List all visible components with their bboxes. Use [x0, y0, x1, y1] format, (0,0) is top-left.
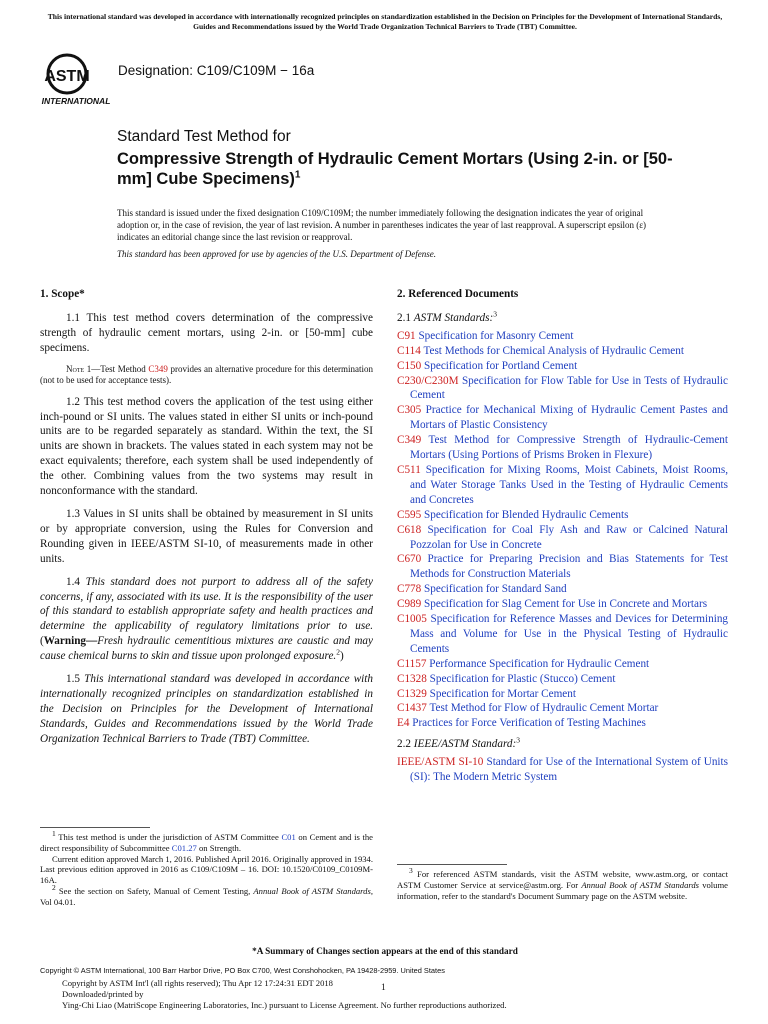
reference-title-link[interactable]: Test Method for Flow of Hydraulic Cement Mortar [429, 702, 659, 715]
logo-mark-text: ASTM [44, 68, 90, 85]
reference-title-link[interactable]: Performance Specification for Hydraulic Cement [429, 657, 650, 670]
reference-item [397, 329, 728, 344]
fn2-marker: 2 [52, 883, 56, 893]
refs-heading: 2. Referenced Documents [397, 288, 519, 300]
title-text: Compressive Strength of Hydraulic Cement Mortars (Using 2-in. or [50-mm] Cube Specimens) [117, 150, 673, 188]
licensee-block [62, 978, 507, 1012]
document-title [117, 149, 677, 189]
fn3-italic: Annual Book of ASTM Standards [581, 879, 700, 890]
reference-title-link[interactable]: Specification for Mortar Cement [429, 687, 576, 700]
reference-title-link[interactable]: Test Methods for Chemical Analysis of Hydraulic Cement [423, 344, 684, 357]
reference-item [397, 597, 728, 612]
fn2-text-a: See the section on Safety, Manual of Cement Testing, [55, 885, 254, 896]
reference-code-link[interactable]: C1157 [397, 657, 427, 670]
reference-item [397, 523, 728, 553]
para-1-4-num: 1.4 [66, 575, 86, 588]
note-link-c349[interactable]: C349 [148, 363, 168, 374]
astm-standards-label [397, 311, 728, 326]
reference-code-link[interactable]: C1328 [397, 672, 427, 685]
reference-title-link[interactable]: Specification for Plastic (Stucco) Cement [429, 672, 616, 685]
fn2-italic: Annual Book of ASTM Standards [253, 885, 371, 896]
footnote-divider-right [397, 864, 507, 865]
footnotes-left [40, 827, 373, 908]
subcommittee-c01-27-link[interactable]: C01.27 [171, 842, 197, 853]
reference-code-link[interactable]: C1437 [397, 702, 427, 715]
note-1 [40, 364, 373, 387]
referenced-documents-section [397, 287, 728, 785]
footnote-2 [40, 883, 373, 908]
reference-code-link[interactable]: C618 [397, 523, 422, 536]
reference-item [397, 463, 728, 508]
licensee-line-1: Copyright by ASTM Int'l (all rights reserved); Thu Apr 12 17:24:31 EDT 2018 [62, 978, 333, 988]
ieee-reference-list [397, 755, 728, 785]
reference-item [397, 672, 728, 687]
reference-code-link[interactable]: C349 [397, 434, 422, 447]
reference-item [397, 612, 728, 657]
astm-logo-mark [40, 52, 112, 108]
warning-label: Warning— [43, 635, 98, 648]
logo-wordmark: INTERNATIONAL [41, 96, 111, 106]
reference-title-link[interactable]: Specification for Portland Cement [424, 359, 578, 372]
para-1-5 [40, 672, 373, 747]
para-1-5-italic: This international standard was developed in accordance with internationally recognized principles on standardization established in the Decision on Principles for the Development of International Standards, Guides and Recommendations issued by the World Trade Organization Technical Barriers to Trade (TBT) Committee. [40, 673, 373, 745]
reference-title-link[interactable]: Specification for Flow Table for Use in Tests of Hydraulic Cement [410, 374, 728, 402]
footnotes-right [397, 864, 728, 901]
note-text-post: provides an alternative procedure for this determination (not to be used for acceptance tests). [40, 363, 373, 386]
reference-title-link[interactable]: Specification for Coal Fly Ash and Raw or Calcined Natural Pozzolan for Use in Concrete [410, 523, 729, 551]
reference-title-link[interactable]: Specification for Reference Masses and Devices for Determining Mass and Volume for Use in the Physical Testing of Hydraulic Cements [410, 613, 729, 655]
reference-title-link[interactable]: Specification for Masonry Cement [418, 329, 574, 342]
fn1-marker: 1 [52, 829, 56, 839]
title-footnote-ref[interactable]: 1 [294, 169, 301, 181]
footnote-ref-2[interactable]: 2 [336, 647, 340, 657]
reference-item [397, 755, 728, 785]
fn3-marker: 3 [409, 866, 413, 876]
reference-code-link[interactable]: C91 [397, 329, 416, 342]
fn3-text-b: volume information, refer to the standard's Document Summary page on the ASTM website. [397, 879, 728, 901]
reference-code-link[interactable]: C670 [397, 553, 422, 566]
reference-code-link[interactable]: C1005 [397, 613, 427, 626]
designation: Designation: C109/C109M − 16a [118, 63, 315, 78]
reference-item [397, 687, 728, 702]
reference-code-link[interactable]: C511 [397, 463, 421, 476]
reference-item [397, 716, 728, 731]
reference-item [397, 344, 728, 359]
footnote-1 [40, 829, 373, 854]
reference-code-link[interactable]: C989 [397, 598, 422, 611]
reference-item [397, 374, 728, 404]
para-1-4: 1.4 This standard does not purport to address all of the safety concerns, if any, associated with its use. It is the responsibility of the user of this standard to establish appropriate safety and health practices and determine the applicability of regulatory limitations prior to use. (Warning—Fresh hydraulic cementitious mixtures are caustic and may cause chemical burns to skin and tissue upon prolonged exposure.$^2$) [40, 575, 373, 663]
footnote-3 [397, 866, 728, 901]
reference-item [397, 403, 728, 433]
fn1-text-a: This test method is under the jurisdiction of ASTM Committee [55, 832, 282, 842]
reference-title-link[interactable]: Specification for Mixing Rooms, Moist Cabinets, Moist Rooms, and Water Storage Tanks Used in the Testing of Hydraulic Cements and Concretes [410, 463, 728, 506]
fn1-text-c: on Strength. [196, 842, 241, 853]
fn1-text-b: on Cement and is the direct responsibility of Subcommittee [40, 832, 373, 853]
astm-label-text: ASTM Standards: [413, 311, 494, 324]
footnote-ref-3b[interactable]: 3 [516, 735, 520, 745]
astm-label-num: 2.1 [397, 311, 414, 324]
para-1-4-italic: This standard does not purport to address all of the safety concerns, if any, associated with its use. It is the responsibility of the user of this standard to establish appropriate safety and health practices and determine the applicability of regulatory limitations prior to use. [40, 575, 373, 633]
reference-item [397, 701, 728, 716]
reference-item [397, 552, 728, 582]
page-number: 1 [381, 983, 386, 993]
footnote-ref-3a[interactable]: 3 [493, 309, 497, 319]
para-1-1: 1.1 This test method covers determination of the compressive strength of hydraulic cement mortars, using 2-in. or [50-mm] cube specimens. [40, 311, 373, 354]
reference-code-link[interactable]: C1329 [397, 687, 427, 700]
reference-code-link[interactable]: C595 [397, 508, 422, 521]
reference-code-link[interactable]: C305 [397, 404, 422, 417]
dod-approval: This standard has been approved for use by agencies of the U.S. Department of Defense. [117, 249, 437, 259]
reference-title-link[interactable]: Specification for Blended Hydraulic Cements [424, 508, 629, 521]
copyright-line: Copyright © ASTM International, 100 Barr Harbor Drive, PO Box C700, West Conshohocken, PA 19428-2959. United States [40, 966, 445, 975]
warning-text: Fresh hydraulic cementitious mixtures are caustic and may cause chemical burns to skin and tissue upon prolonged exposure. [40, 635, 373, 663]
note-text-pre: —Test Method [91, 363, 149, 374]
ieee-standard-label [397, 737, 728, 752]
issued-statement: This standard is issued under the fixed designation C109/C109M; the number immediately following the designation indicates the year of original adoption or, in the case of revision, the year of last revision. A number in parentheses indicates the year of last reapproval. A superscript epsilon (ε) indicates an editorial change since the last revision or reapproval. [117, 208, 647, 242]
reference-title-link[interactable]: Specification for Slag Cement for Use in Concrete and Mortars [424, 598, 708, 611]
reference-title-link[interactable]: Practices for Force Verification of Testing Machines [412, 717, 646, 730]
para-1-2: 1.2 This test method covers the application of the test using either inch-pound or SI units. The values stated in either SI units or inch-pound units are to be regarded separately as standard. Within the text, the SI units are shown in brackets. The values stated in each system may not be exact equivalents; therefore, each system shall be used independently of the other. Combining values from the two systems may result in nonconformance with the standard. [40, 395, 373, 498]
reference-title-link[interactable]: Test Method for Compressive Strength of Hydraulic-Cement Mortars (Using Portions of Prisms Broken in Flexure) [410, 434, 728, 462]
reference-code-link[interactable]: IEEE/ASTM SI-10 [397, 756, 484, 769]
licensee-line-2: Downloaded/printed by [62, 989, 144, 1000]
ieee-label-text: IEEE/ASTM Standard: [413, 738, 517, 751]
top-notice: This international standard was developed in accordance with internationally recognized principles on standardization established in the Decision on Principles for the Development of International Standards, Guides and Recommendations issued by the World Trade Organization Technical Barriers to Trade (TBT) Committee. [47, 12, 723, 31]
reference-code-link[interactable]: C778 [397, 583, 422, 596]
astm-logo [40, 52, 112, 108]
reference-title-link[interactable]: Standard for Use of the International System of Units (SI): The Modern Metric System [410, 756, 729, 784]
reference-item [397, 359, 728, 374]
reference-item [397, 433, 728, 463]
reference-item [397, 508, 728, 523]
reference-title-link[interactable]: Specification for Standard Sand [424, 583, 567, 596]
scope-heading: 1. Scope* [40, 288, 85, 300]
fn2-text-b: , Vol 04.01. [40, 885, 373, 907]
reference-code-link[interactable]: E4 [397, 717, 410, 730]
committee-c01-link[interactable]: C01 [281, 832, 296, 842]
reference-code-link[interactable]: C114 [397, 344, 421, 357]
reference-title-link[interactable]: Practice for Mechanical Mixing of Hydraulic Cement Pastes and Mortars of Plastic Consistency [410, 404, 729, 432]
astm-reference-list [397, 329, 728, 731]
reference-code-link[interactable]: C230/C230M [397, 374, 459, 387]
reference-code-link[interactable]: C150 [397, 359, 422, 372]
para-1-5-num: 1.5 [66, 673, 85, 686]
footnote-divider [40, 827, 150, 828]
fn3-text-a: For referenced ASTM standards, visit the ASTM website, www.astm.org, or contact ASTM Customer Service at service@astm.org. For [397, 869, 728, 890]
reference-item [397, 657, 728, 672]
reference-title-link[interactable]: Practice for Preparing Precision and Bias Statements for Test Methods for Construction Materials [410, 553, 728, 581]
title-line-1: Standard Test Method for [117, 128, 291, 145]
para-1-3: 1.3 Values in SI units shall be obtained by measurement in SI units or by appropriate conversion, using the Rules for Conversion and Rounding given in IEEE/ASTM SI-10, of measurements made in other units. [40, 507, 373, 565]
note-label: Note 1 [66, 363, 92, 374]
footnote-edition: Current edition approved March 1, 2016. Published April 2016. Originally approved in 1934. Last previous edition approved in 2016 as C109/C109M – 16. DOI: 10.1520/C0109_C0109M-16A. [40, 853, 373, 886]
reference-item [397, 582, 728, 597]
summary-of-changes-note: *A Summary of Changes section appears at the end of this standard [252, 946, 518, 956]
scope-section [40, 287, 373, 755]
licensee-line-3: Ying-Chi Liao (MatriScope Engineering Laboratories, Inc.) pursuant to License Agreement. No further reproductions authorized. [62, 1000, 507, 1011]
ieee-label-num: 2.2 [397, 738, 414, 751]
